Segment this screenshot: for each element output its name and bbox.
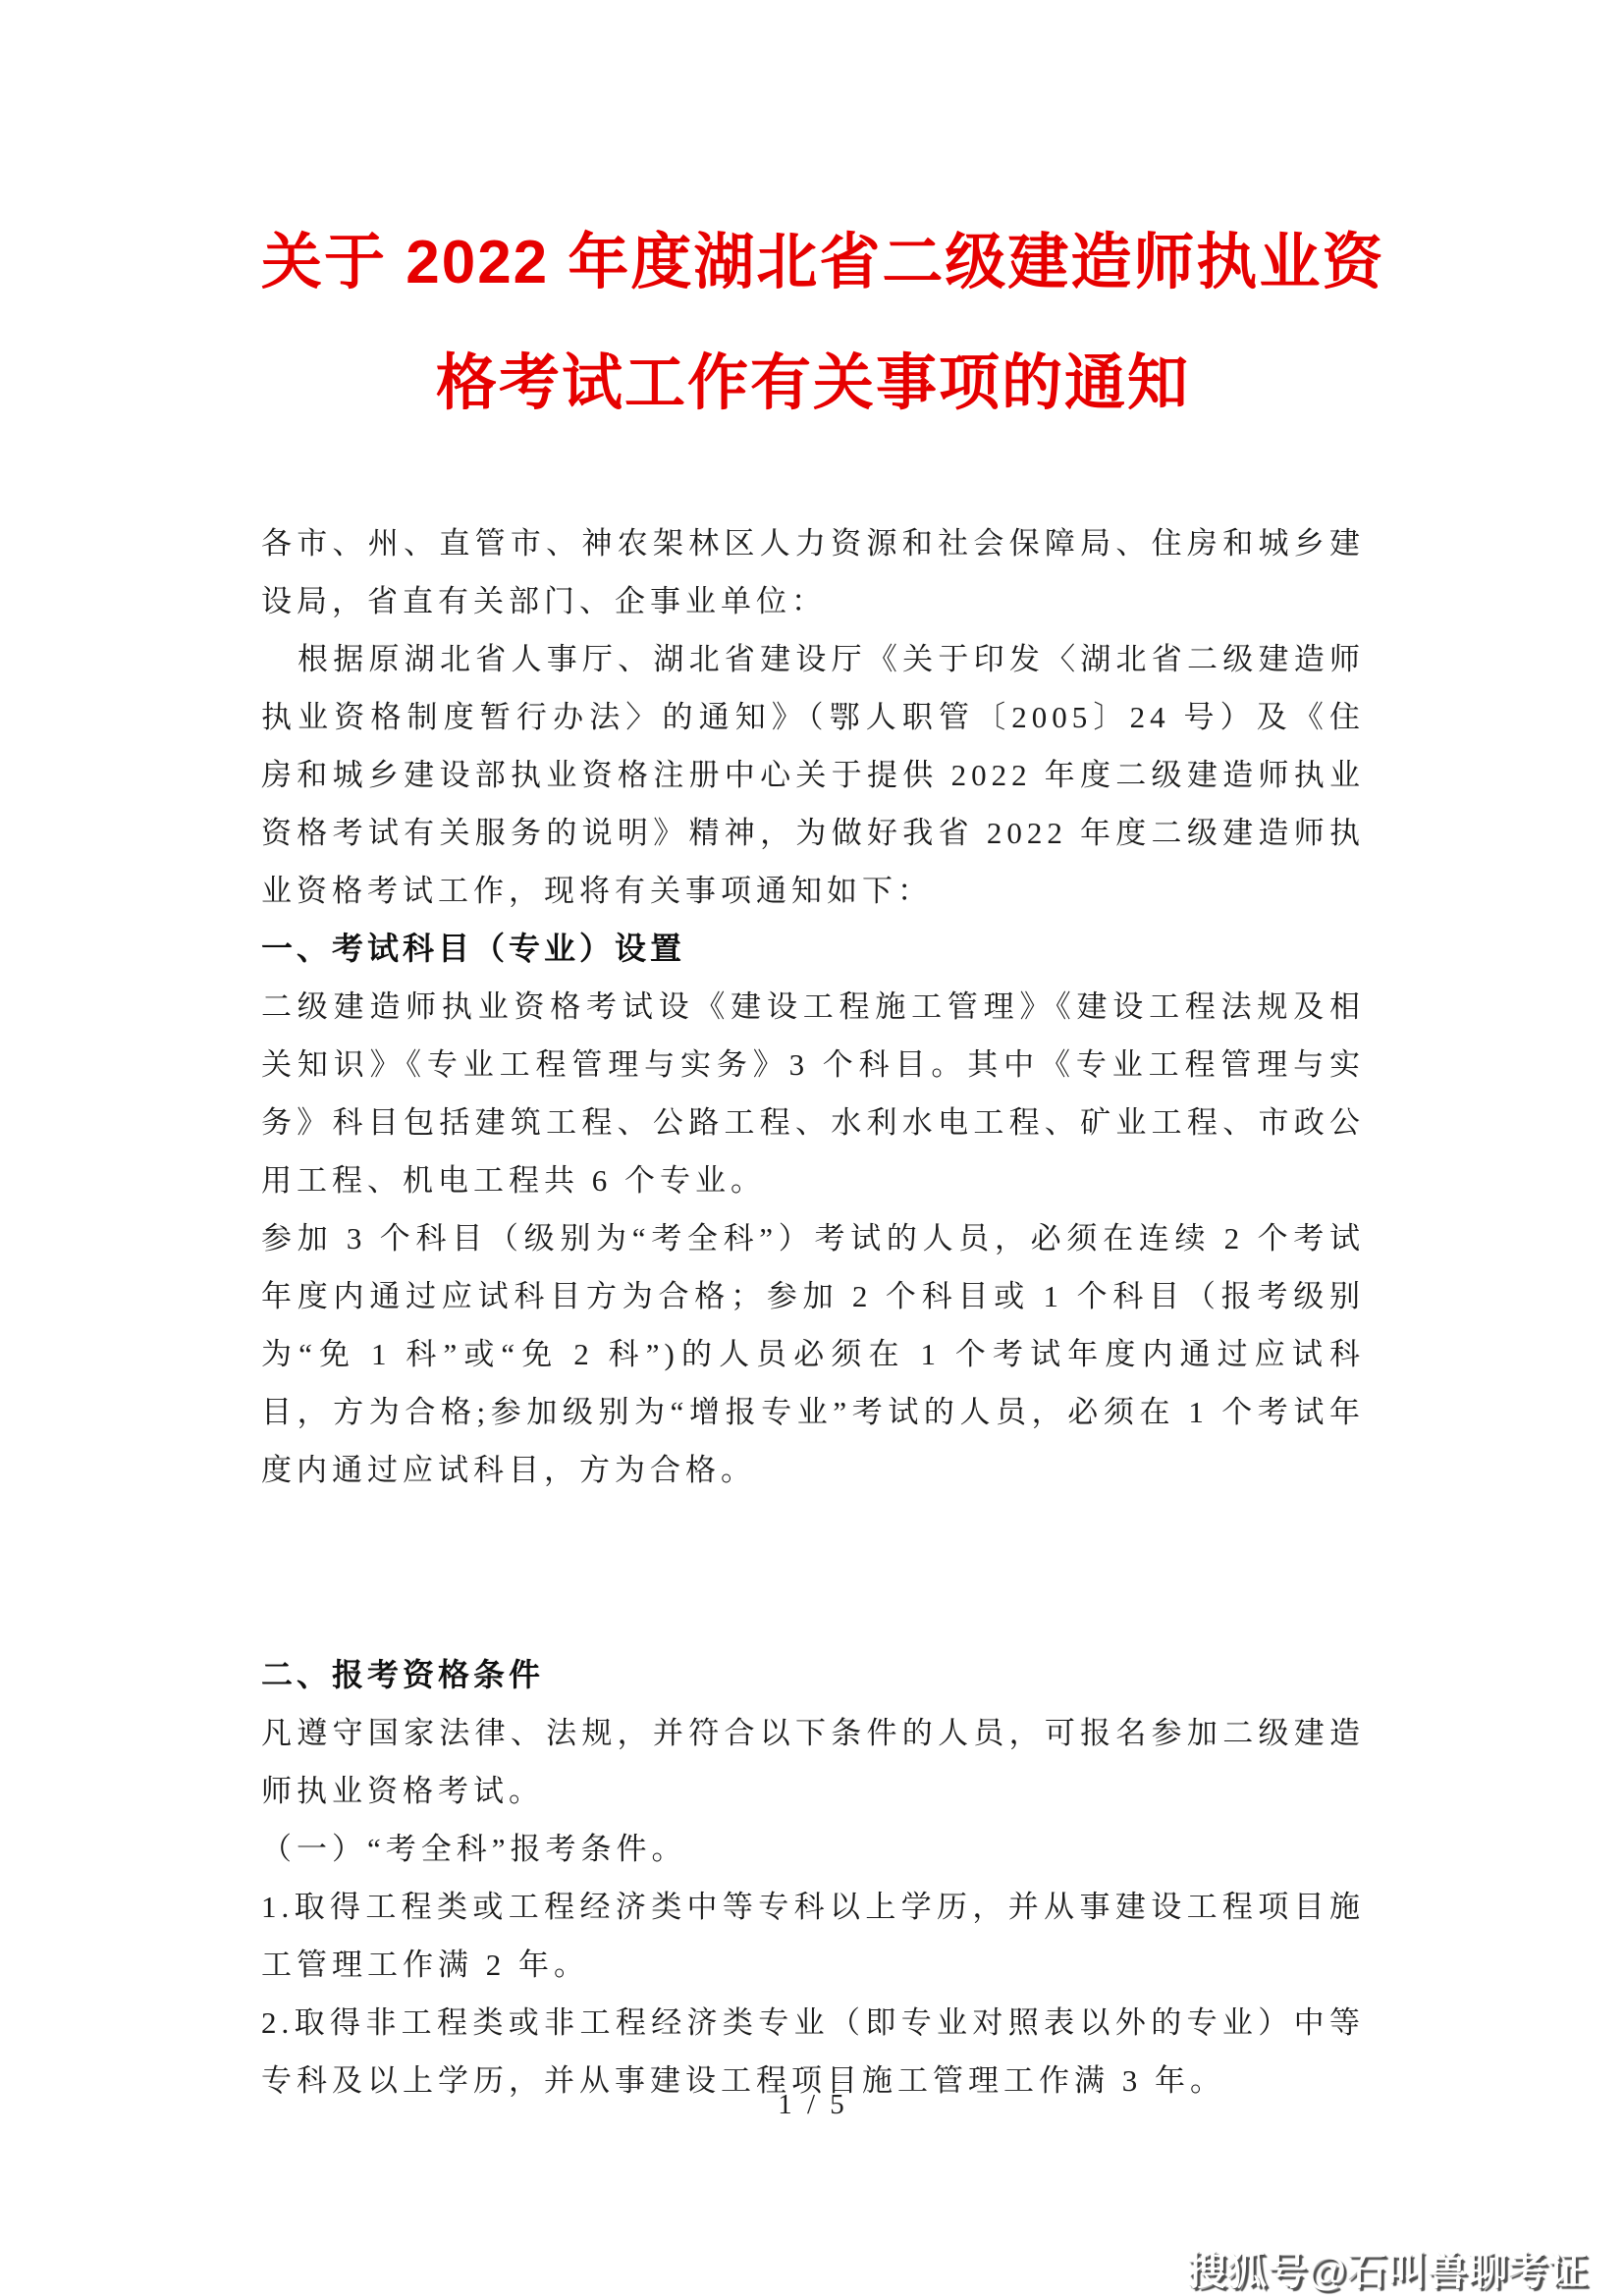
section-2-heading: 二、报考资格条件 bbox=[261, 1657, 545, 1692]
document-title-line-1: 关于 2022 年度湖北省二级建造师执业资 bbox=[261, 229, 1385, 296]
document-body bbox=[261, 514, 1365, 2109]
sohu-watermark: 搜狐号@石叫兽聊考证 bbox=[1186, 2250, 1589, 2293]
basis-paragraph: 根据原湖北省人事厅、湖北省建设厅《关于印发〈湖北省二级建造师执业资格制度暂行办法〉的通知》（鄂人职管〔2005〕24 号）及《住房和城乡建设部执业资格注册中心关于提供 2022 年度二级建造师执业资格考试有关服务的说明》精神，为做好我省 2022 年度二级建造师执业资格考试工作，现将有关事项通知如下： bbox=[261, 642, 1365, 908]
condition-item-2: 2.取得非工程类或非工程经济类专业（即专业对照表以外的专业）中等专科及以上学历，并从事建设工程项目施工管理工作满 3 年。 bbox=[261, 2005, 1365, 2098]
document-title bbox=[261, 202, 1385, 444]
eligibility-intro-paragraph: 凡遵守国家法律、法规，并符合以下条件的人员，可报名参加二级建造师执业资格考试。 bbox=[261, 1716, 1365, 1808]
full-exam-condition-heading: （一）“考全科”报考条件。 bbox=[261, 1832, 687, 1866]
section-1-heading: 一、考试科目（专业）设置 bbox=[261, 931, 686, 966]
document-title-line-2: 格考试工作有关事项的通知 bbox=[435, 349, 1190, 417]
passing-rules-paragraph: 参加 3 个科目（级别为“考全科”）考试的人员，必须在连续 2 个考试年度内通过应试科目方为合格；参加 2 个科目或 1 个科目（报考级别为“免 1 科”或“免 2 科”)的人员必须在 1 个考试年度内通过应试科目，方为合格;参加级别为“增报专业”考试的人员，必须在 1 个考试年度内通过应试科目，方为合格。 bbox=[261, 1221, 1365, 1487]
addressee-paragraph: 各市、州、直管市、神农架林区人力资源和社会保障局、住房和城乡建设局，省直有关部门、企事业单位： bbox=[261, 526, 1365, 618]
exam-subjects-paragraph: 二级建造师执业资格考试设《建设工程施工管理》《建设工程法规及相关知识》《专业工程管理与实务》3 个科目。其中《专业工程管理与实务》科目包括建筑工程、公路工程、水利水电工程、矿业工程、市政公用工程、机电工程共 6 个专业。 bbox=[261, 989, 1365, 1198]
condition-item-1: 1.取得工程类或工程经济类中等专科以上学历，并从事建设工程项目施工管理工作满 2 年。 bbox=[261, 1890, 1365, 1982]
page-number: 1 / 5 bbox=[778, 2089, 848, 2120]
